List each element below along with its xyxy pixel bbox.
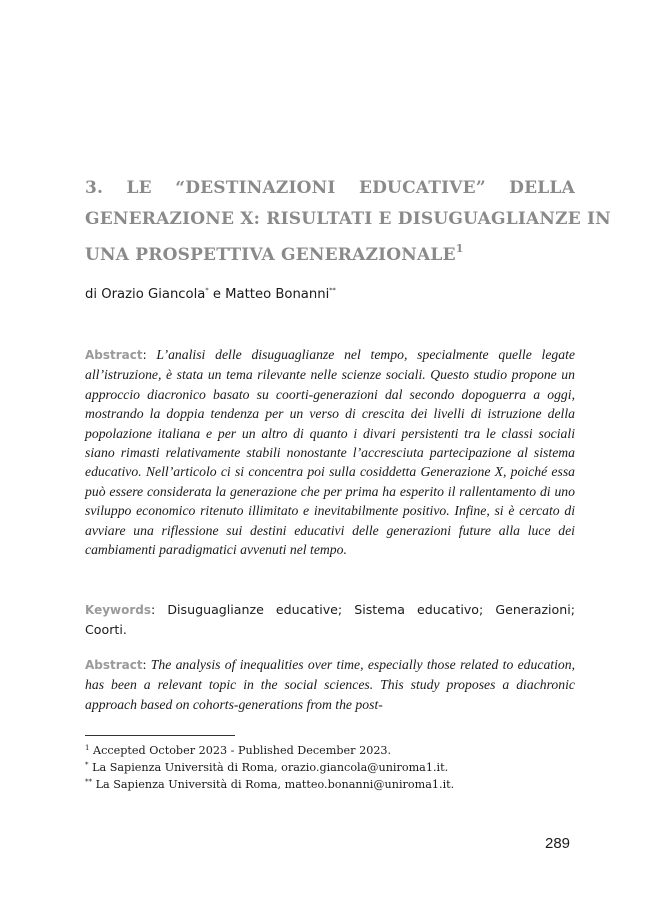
- author-conjunction: e: [212, 287, 221, 302]
- title-footnote-mark[interactable]: 1: [455, 242, 464, 255]
- footnote-2-text: La Sapienza Università di Roma, orazio.giancola@uniroma1.it.: [92, 761, 449, 774]
- keywords: [85, 600, 575, 640]
- title-line-3: [85, 234, 575, 265]
- footnote-1-text: Accepted October 2023 - Published December 2023.: [93, 744, 392, 757]
- title-line-2: GENERAZIONE X: RISULTATI E DISUGUAGLIANZE IN: [85, 208, 611, 229]
- footnote-2-mark: *: [85, 761, 89, 769]
- abstract-english: [85, 655, 575, 714]
- footnote-3: [85, 775, 575, 792]
- abstract-label-colon: :: [142, 348, 147, 362]
- title-word: DELLA: [509, 178, 575, 198]
- abstract-italian-text: L’analisi delle disuguaglianze nel tempo, specialmente quelle legate all’istruzione, è stata un tema rilevante nelle scienze sociali. Questo studio propone un approccio diacronico basato su coorti-generazioni dal secondo dopoguerra a oggi, mostrando la doppia tendenza per un verso di crescita dei livelli di istruzione della popolazione italiana e per un altro di quanto i divari persistenti tra le classi sociali siano rimasti relativamente stabili nonostante l’accresciuta partecipazione al sistema educativo. Nell’articolo ci si concentra poi sulla cosiddetta Generazione X, poiché essa può essere considerata la generazione che per prima ha esperito il rallentamento di uno sviluppo economico ritenuto illimitato e inevitabilmente positivo. Infine, si è cercato di avviare una riflessione sui destini educativi delle generazioni future alla luce dei cambiamenti paradigmatici avvenuti nel tempo.: [85, 347, 575, 558]
- title-word: 3.: [85, 178, 104, 198]
- footnote-1-mark: 1: [85, 744, 90, 752]
- author-line: [85, 286, 575, 302]
- abstract-en-colon: :: [142, 657, 147, 672]
- footnotes: [85, 741, 575, 792]
- author-1: Orazio Giancola: [101, 287, 206, 302]
- author-2: Matteo Bonanni: [225, 287, 330, 302]
- article-title: [85, 173, 611, 265]
- title-line-3-text: UNA PROSPETTIVA GENERAZIONALE: [85, 245, 456, 265]
- page-number: 289: [545, 835, 571, 852]
- footnote-3-text: La Sapienza Università di Roma, matteo.bonanni@uniroma1.it.: [95, 778, 455, 791]
- keywords-colon: :: [151, 602, 156, 617]
- author-2-mark[interactable]: **: [329, 286, 336, 294]
- abstract-label: Abstract: [85, 348, 143, 362]
- title-word: EDUCATIVE”: [358, 178, 486, 198]
- keywords-label: Keywords: [85, 603, 152, 617]
- author-1-mark[interactable]: *: [205, 286, 209, 294]
- footnote-3-mark: **: [85, 778, 92, 786]
- footnote-1: [85, 741, 575, 758]
- title-line-1: [85, 173, 575, 204]
- title-word: “DESTINAZIONI: [175, 178, 336, 198]
- abstract-en-label: Abstract: [85, 658, 143, 672]
- title-word: LE: [126, 178, 152, 198]
- author-prefix: di: [85, 287, 98, 302]
- abstract-english-text: The analysis of inequalities over time, especially those related to education, has been a relevant topic in the social sciences. This study proposes a diachronic approach based on cohorts-generations from the post-: [85, 657, 575, 712]
- abstract-italian: [85, 345, 575, 559]
- keywords-text: Disuguaglianze educative; Sistema educativo; Generazioni; Coorti.: [85, 602, 575, 638]
- footnote-divider: [85, 735, 235, 736]
- footnote-2: [85, 758, 575, 775]
